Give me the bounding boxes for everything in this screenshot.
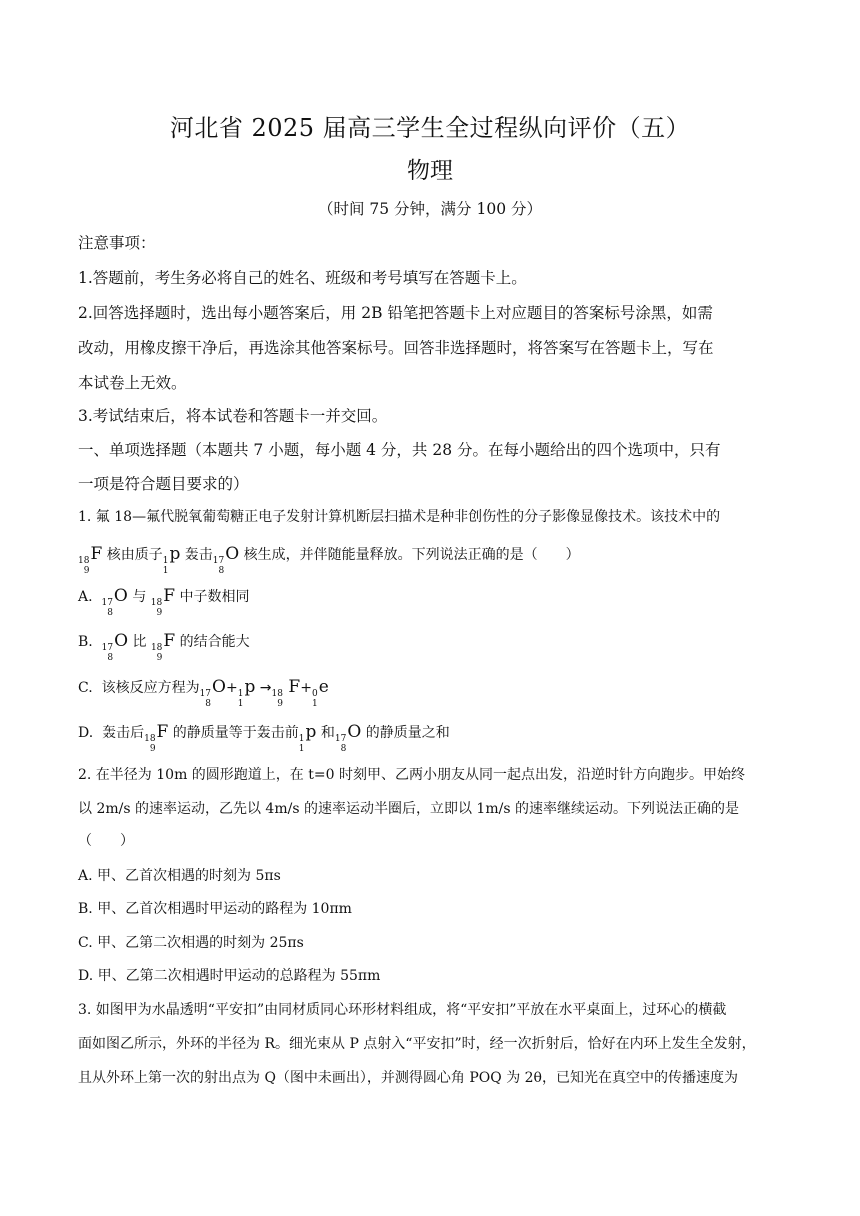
q2-option-b: B. 甲、乙首次相遇时甲运动的路程为 10πm (78, 901, 352, 917)
q1-option-b: B. 17 8 O 比 18 9 F 的结合能大 (78, 631, 250, 663)
q1-option-c: C. 该核反应方程为 17 8 O+ 1 1 p → 18 9 F+ 0 1 e (78, 677, 329, 709)
section-1-heading-line-1: 一、单项选择题（本题共 7 小题，每小题 4 分，共 28 分。在每小题给出的四个选项中，只有 (78, 441, 721, 459)
q2-option-c: C. 甲、乙第二次相遇的时刻为 25πs (78, 935, 304, 951)
nuclide-f18: 18 9 F (78, 544, 103, 576)
q1-option-a: A. 17 8 O 与 18 9 F 中子数相同 (78, 586, 250, 618)
notice-item-2-line-3: 本试卷上无效。 (78, 374, 187, 392)
q3-stem-line-3: 且从外环上第一次的射出点为 Q（图中未画出），并测得圆心角 POQ 为 2θ，已知光在真空中的传播速度为 (78, 1070, 738, 1086)
notice-item-2-line-2: 改动，用橡皮擦干净后，再选涂其他答案标号。回答非选择题时，将答案写在答题卡上，写在 (78, 339, 714, 357)
subject-title: 物理 (407, 158, 453, 184)
q2-stem-line-3: （ ） (78, 833, 134, 849)
q2-option-a: A. 甲、乙首次相遇的时刻为 5πs (78, 868, 281, 884)
q2-stem-line-1: 2. 在半径为 10m 的圆形跑道上，在 t=0 时刻甲、乙两小朋友从同一起点出发，沿逆时针方向跑步。甲始终 (78, 767, 745, 783)
nuclide-proton: 1 1 p (162, 544, 181, 576)
nuclide-o17: 17 8 O (212, 544, 240, 576)
q1-stem-line-2: 18 9 F 核由质子 1 1 p 轰击 17 8 O 核生成，并伴随能量释放。下列说法正确的是（ ） (78, 544, 580, 576)
q1-option-d: D. 轰击后 18 9 F 的静质量等于轰击前 1 1 p 和 17 8 O 的静质量之和 (78, 722, 450, 754)
q3-stem-line-2: 面如图乙所示，外环的半径为 R。细光束从 P 点射入“平安扣”时，经一次折射后，恰好在内环上发生全发射， (78, 1036, 756, 1052)
reaction-arrow: → (259, 680, 272, 696)
q2-stem-line-2: 以 2m/s 的速率运动，乙先以 4m/s 的速率运动半圈后，立即以 1m/s 的速率继续运动。下列说法正确的是 (78, 801, 739, 817)
section-1-heading-line-2: 一项是符合题目要求的） (78, 475, 249, 493)
q2-option-d: D. 甲、乙第二次相遇时甲运动的总路程为 55πm (78, 968, 381, 984)
exam-title: 河北省 2025 届高三学生全过程纵向评价（五） (169, 114, 691, 142)
notice-item-3: 3.考试结束后，将本试卷和答题卡一并交回。 (78, 407, 388, 425)
notice-item-1: 1.答题前，考生务必将自己的姓名、班级和考号填写在答题卡上。 (78, 269, 527, 287)
notice-heading: 注意事项： (78, 234, 156, 252)
q3-stem-line-1: 3. 如图甲为水晶透明“平安扣”由同材质同心环形材料组成，将“平安扣”平放在水平桌面上，过环心的横截 (78, 1002, 727, 1018)
notice-item-2-line-1: 2.回答选择题时，选出每小题答案后，用 2B 铅笔把答题卡上对应题目的答案标号涂黑，如需 (78, 304, 713, 322)
time-info: （时间 75 分钟，满分 100 分） (317, 200, 543, 218)
q1-stem-line-1: 1. 氟 18—氟代脱氧葡萄糖正电子发射计算机断层扫描术是种非创伤性的分子影像显像技术。该技术中的 (78, 509, 721, 525)
